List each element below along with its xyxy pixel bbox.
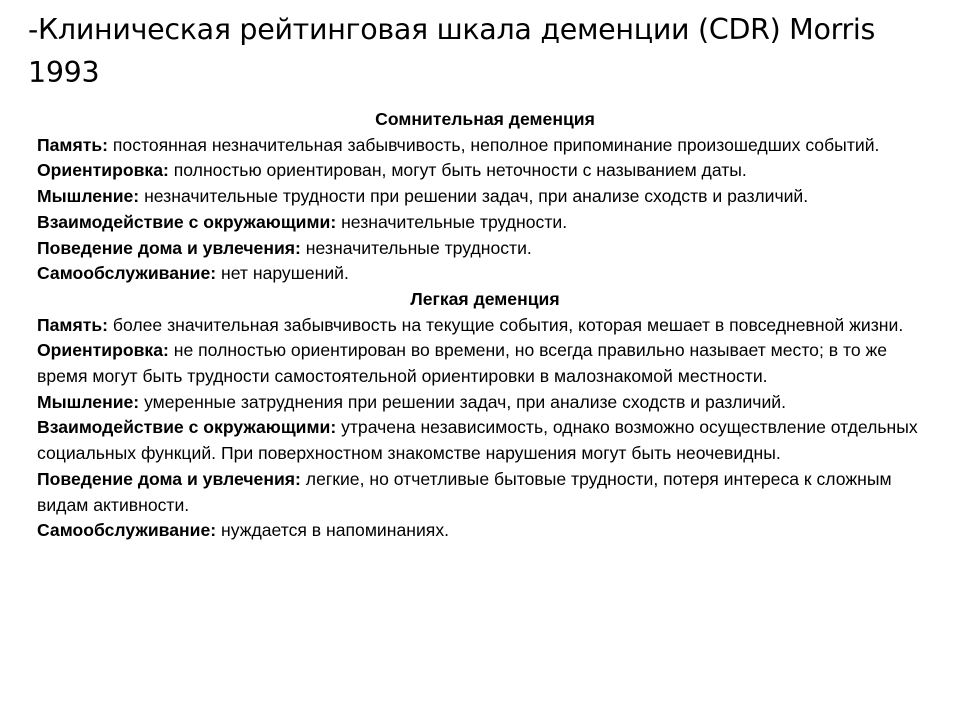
item-label: Мышление: [37, 391, 140, 412]
item-label: Поведение дома и увлечения: [37, 468, 301, 489]
item-text: полностью ориентирован, могут быть неточности с называнием даты. [173, 160, 747, 181]
section-heading-mild-dementia: Легкая деменция [410, 288, 560, 309]
item-label: Взаимодействие с окружающими: [37, 211, 337, 232]
item-text: более значительная забывчивость на текущие события, которая мешает в повседневной жизни. [112, 314, 904, 335]
item-text: незначительные трудности при решении задач, при анализе сходств и различий. [144, 186, 809, 207]
item-label: Память: [37, 314, 109, 335]
item-orientation [37, 338, 927, 389]
item-text: нуждается в напоминаниях. [220, 520, 450, 541]
slide-title: -Клиническая рейтинговая шкала деменции (CDR) Morris 1993 [28, 13, 876, 89]
item-label: Поведение дома и увлечения: [37, 237, 301, 258]
item-text: постоянная незначительная забывчивость, неполное припоминание произошедших событий. [112, 134, 880, 155]
item-label: Мышление: [37, 186, 140, 207]
item-social-interaction [37, 415, 927, 466]
item-text: незначительные трудности. [305, 237, 532, 258]
item-text: легкие, но отчетливые бытовые трудности, потеря интереса к сложным видам активности. [37, 468, 892, 515]
item-home-and-hobbies [37, 467, 927, 518]
item-text: умеренные затруднения при решении задач, при анализе сходств и различий. [144, 391, 786, 412]
item-label: Память: [37, 134, 109, 155]
item-orientation [37, 158, 927, 184]
section-heading-questionable-dementia: Сомнительная деменция [375, 109, 595, 129]
item-thinking [37, 184, 927, 210]
item-label: Самообслуживание: [37, 263, 217, 284]
item-label: Взаимодействие с окружающими: [37, 417, 337, 438]
item-text: утрачена независимость, однако возможно осуществление отдельных социальных функций. При поверхностном знакомстве нарушения могут быть неочевидны. [37, 417, 918, 464]
item-memory [37, 313, 927, 339]
item-text: нет нарушений. [220, 263, 349, 284]
cdr-text-block [37, 107, 927, 544]
item-label: Самообслуживание: [37, 520, 217, 541]
item-label: Ориентировка: [37, 160, 169, 181]
item-social-interaction [37, 210, 927, 236]
item-text: незначительные трудности. [341, 211, 568, 232]
item-home-and-hobbies [37, 236, 927, 262]
item-thinking [37, 390, 927, 416]
item-text: не полностью ориентирован во времени, но всегда правильно называет место; в то же время могут быть трудности самостоятельной ориентировки в малознакомой местности. [37, 340, 888, 387]
item-self-care [37, 518, 927, 544]
item-memory [37, 133, 927, 159]
item-label: Ориентировка: [37, 340, 169, 361]
item-self-care [37, 261, 927, 287]
